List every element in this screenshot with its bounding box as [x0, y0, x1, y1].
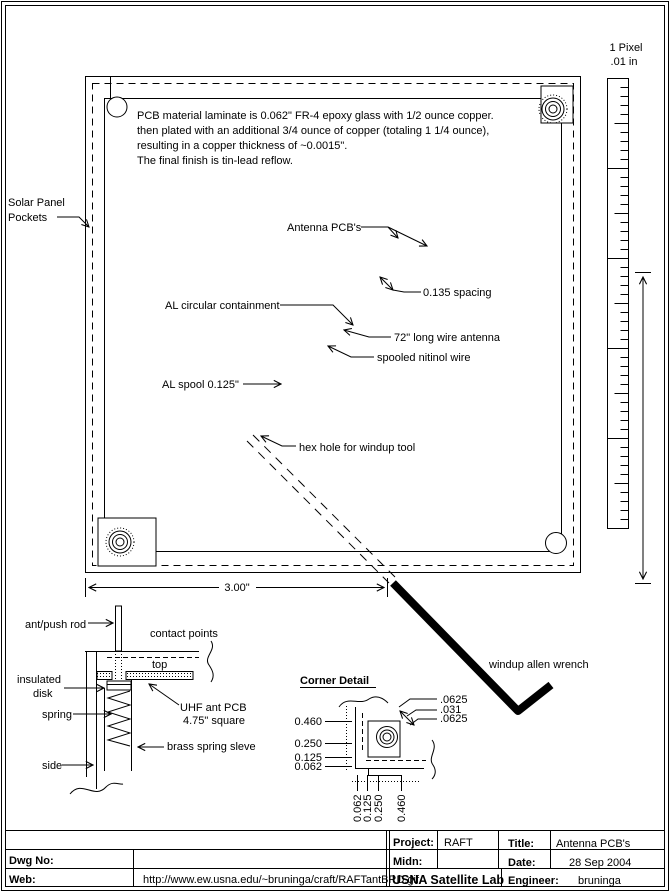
uhf-pcb-section-left: [97, 672, 112, 680]
corner-hole-bottom-right: [546, 533, 567, 554]
hex-hole-label: hex hole for windup tool: [299, 442, 416, 454]
insulated-disk-label-1: insulated: [17, 674, 62, 686]
ant-push-rod: [116, 606, 122, 651]
corner-right-dim-2: .031: [440, 704, 462, 716]
project-label: Project:: [393, 837, 434, 849]
web-url[interactable]: http://www.ew.usna.edu/~bruninga/craft/RAFTantBRD.gif: [143, 874, 420, 886]
brass-sleeve-label: brass spring sleve: [167, 741, 256, 753]
corner-detail-title: Corner Detail: [300, 675, 370, 687]
note-line-2: then plated with an additional 3/4 ounce of copper (totaling 1 1/4 ounce),: [137, 125, 490, 137]
project-value: RAFT: [444, 837, 473, 849]
dwg-no-label: Dwg No:: [9, 855, 54, 867]
corner-bottom-dim-1: 0.062: [352, 794, 364, 822]
note-line-4: The final finish is tin-lead reflow.: [137, 155, 293, 167]
web-label: Web:: [9, 874, 36, 886]
uhf-pcb-section-right: [126, 672, 193, 680]
note-line-1: PCB material laminate is 0.062" FR-4 epoxy glass with 1/2 ounce copper.: [137, 110, 494, 122]
insulated-disk-label-2: disk: [33, 688, 53, 700]
spacing-label: 0.135 spacing: [423, 287, 492, 299]
corner-bottom-dim-3: 0.250: [373, 794, 385, 822]
date-value: 28 Sep 2004: [569, 857, 632, 869]
corner-left-dim-1: 0.460: [294, 716, 322, 728]
corner-right-dim-1: .0625: [440, 694, 468, 706]
title-label: Title:: [508, 838, 535, 850]
ant-push-rod-label: ant/push rod: [25, 619, 87, 631]
contact-points-label: contact points: [150, 628, 218, 640]
side-label: side: [42, 760, 63, 772]
engineer-label: Engineer:: [508, 875, 559, 887]
uhf-pcb-label-2: 4.75" square: [183, 715, 246, 727]
org-name: USNA Satellite Lab: [392, 873, 505, 887]
corner-right-dim-3: .0625: [440, 713, 468, 725]
solar-panel-label-1: Solar Panel: [8, 197, 65, 209]
date-label: Date:: [508, 857, 536, 869]
title-value: Antenna PCB's: [556, 838, 631, 850]
ruler-label-1: 1 Pixel: [609, 42, 643, 54]
antenna-pcbs-label: Antenna PCB's: [287, 222, 362, 234]
wrench-label: windup allen wrench: [489, 659, 589, 671]
solar-panel-label-2: Pockets: [8, 212, 48, 224]
corner-left-dim-4: 0.062: [294, 761, 322, 773]
midn-label: Midn:: [393, 856, 423, 868]
corner-bottom-dim-2: 0.125: [362, 794, 374, 822]
insulated-disk: [107, 681, 131, 690]
spring-label: spring: [42, 709, 72, 721]
nitinol-label: spooled nitinol wire: [377, 352, 471, 364]
dimension-label: 3.00": [224, 582, 250, 594]
ruler-label-2: .01 in: [610, 56, 638, 68]
engineer-value: bruninga: [578, 875, 621, 887]
corner-left-dim-3: 0.125: [294, 752, 322, 764]
corner-left-dim-2: 0.250: [294, 738, 322, 750]
note-line-3: resulting in a copper thickness of ~0.0015".: [137, 140, 348, 152]
corner-hole-top-left: [107, 97, 127, 117]
uhf-pcb-label-1: UHF ant PCB: [180, 702, 247, 714]
wire-antenna-label: 72" long wire antenna: [394, 332, 501, 344]
al-spool-label: AL spool 0.125": [162, 379, 239, 391]
top-label: top: [152, 659, 168, 671]
corner-bottom-dim-4: 0.460: [396, 794, 408, 822]
al-containment-label: AL circular containment: [165, 300, 280, 312]
